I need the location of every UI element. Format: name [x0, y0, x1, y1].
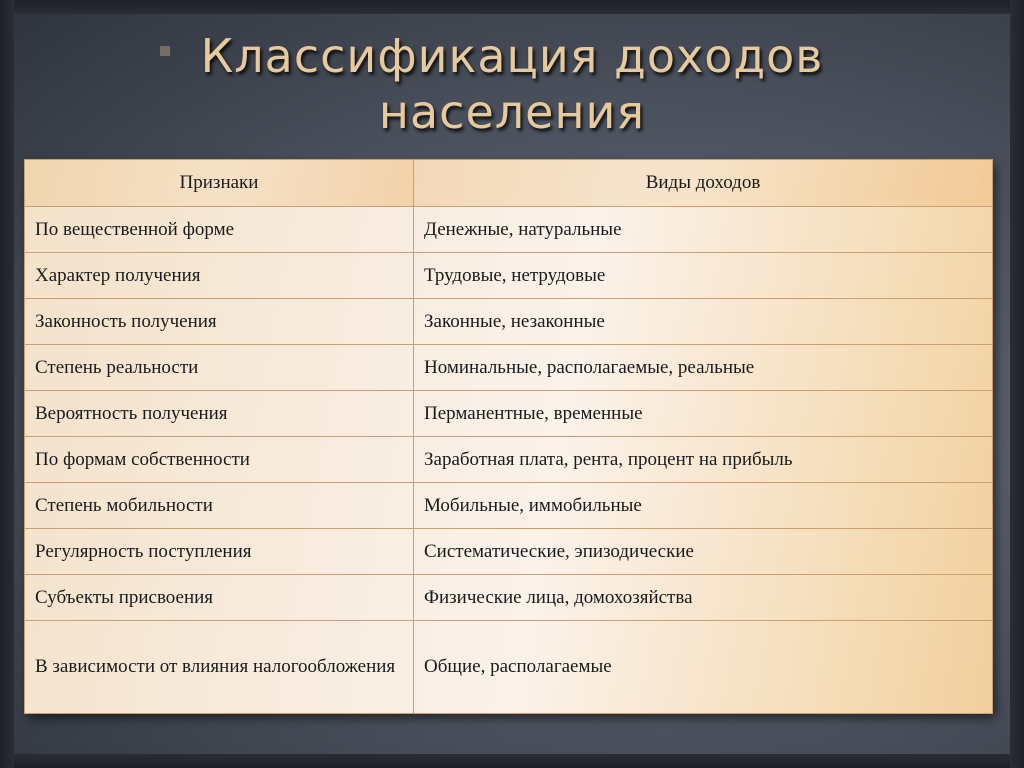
table-row — [25, 575, 993, 621]
frame-left-border — [0, 0, 14, 768]
criterion-cell: По вещественной форме — [25, 207, 414, 253]
income-classification-table — [24, 159, 992, 712]
table-header-row — [25, 160, 993, 207]
table-row — [25, 391, 993, 437]
criterion-cell: Законность получения — [25, 299, 414, 345]
income-types-cell: Перманентные, временные — [414, 391, 993, 437]
criterion-cell: Регулярность поступления — [25, 529, 414, 575]
income-types-cell: Систематические, эпизодические — [414, 529, 993, 575]
income-types-cell: Мобильные, иммобильные — [414, 483, 993, 529]
income-types-cell: Номинальные, располагаемые, реальные — [414, 345, 993, 391]
income-types-cell: Общие, располагаемые — [414, 621, 993, 714]
income-types-cell: Физические лица, домохозяйства — [414, 575, 993, 621]
table-row — [25, 483, 993, 529]
criterion-cell: Характер получения — [25, 253, 414, 299]
table-row — [25, 529, 993, 575]
income-types-cell: Трудовые, нетрудовые — [414, 253, 993, 299]
criterion-cell: Степень реальности — [25, 345, 414, 391]
header-criteria: Признаки — [25, 160, 414, 207]
table-row — [25, 253, 993, 299]
income-types-cell: Денежные, натуральные — [414, 207, 993, 253]
income-types-cell: Заработная плата, рента, процент на прибыль — [414, 437, 993, 483]
frame-top-border — [0, 0, 1024, 14]
table-row — [25, 207, 993, 253]
table-row — [25, 345, 993, 391]
table-row — [25, 621, 993, 714]
frame-bottom-border — [0, 754, 1024, 768]
table-row — [25, 299, 993, 345]
slide-title: Классификация доходов населения — [200, 29, 824, 139]
table-row — [25, 437, 993, 483]
criterion-cell: Степень мобильности — [25, 483, 414, 529]
criterion-cell: В зависимости от влияния налогообложения — [25, 621, 414, 714]
criterion-cell: Субъекты присвоения — [25, 575, 414, 621]
criterion-cell: Вероятность получения — [25, 391, 414, 437]
header-income-types: Виды доходов — [414, 160, 993, 207]
frame-right-border — [1010, 0, 1024, 768]
income-types-cell: Законные, незаконные — [414, 299, 993, 345]
table — [24, 159, 993, 714]
criterion-cell: По формам собственности — [25, 437, 414, 483]
